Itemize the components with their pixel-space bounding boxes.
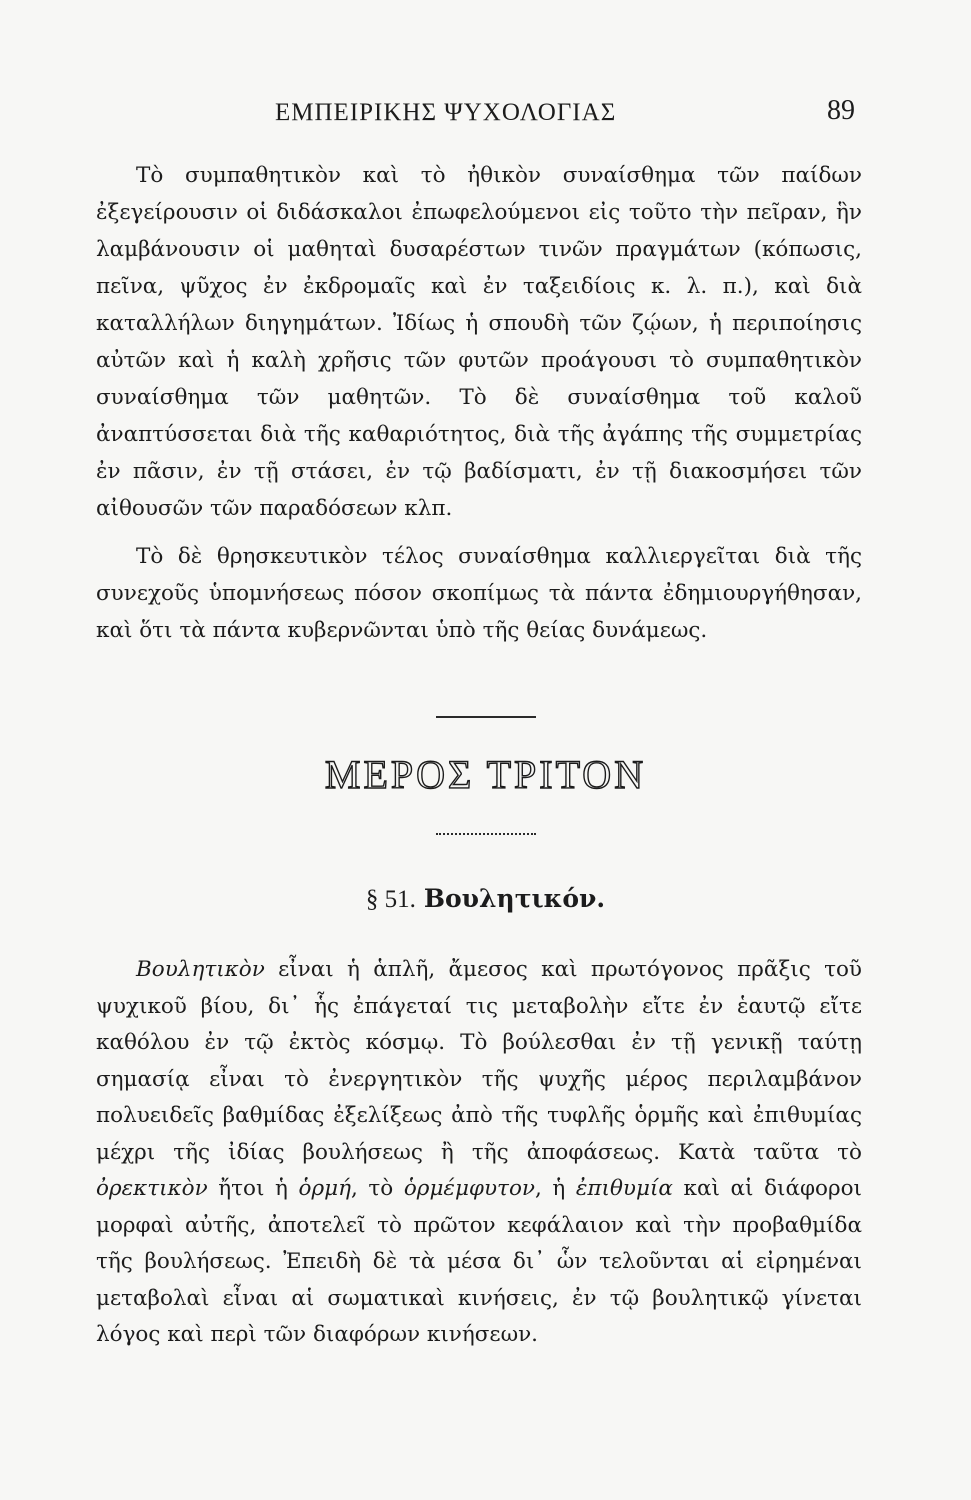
divider-rule xyxy=(436,716,536,718)
term-impulse: ὁρμή xyxy=(298,1176,351,1201)
text-segment: εἶναι ἡ ἁπλῆ, ἄμεσος καὶ πρωτόγονος πρᾶξις τοῦ ψυχικοῦ βίου, δι᾽ ἧς ἐπάγεταί τις μεταβολὴν εἴτε ἐν ἑαυτῷ εἴτε καθόλου ἐν τῷ ἐκτὸς κόσμῳ. Τὸ βούλεσθαι ἐν τῇ γενικῇ ταύτῃ σημασίᾳ εἶναι τὸ ἐνεργητικὸν τῆς ψυχῆς μέρος περιλαμβάνον πολυειδεῖς βαθμίδας ἐξελίξεως ἀπὸ τῆς τυφλῆς ὁρμῆς καὶ ἐπιθυμίας μέχρι τῆς ἰδίας βουλήσεως ἢ τῆς ἀποφάσεως. Κατὰ ταῦτα τὸ xyxy=(96,957,862,1165)
paragraph-sympathetic-feeling: Τὸ συμπαθητικὸν καὶ τὸ ἠθικὸν συναίσθημα τῶν παίδων ἐξεγείρουσιν οἱ διδάσκαλοι ἐπωφελούμενοι εἰς τοῦτο τὴν πεῖραν, ἣν λαμβάνουσιν οἱ μαθηταὶ δυσαρέστων τινῶν πραγμάτων (κόπωσις, πεῖνα, ψῦχος ἐν ἐκδρομαῖς καὶ ἐν ταξειδίοις κ. λ. π.), καὶ διὰ καταλλήλων διηγημάτων. Ἰδίως ἡ σπουδὴ τῶν ζῴων, ἡ περιποίησις αὐτῶν καὶ ἡ καλὴ χρῆσις τῶν φυτῶν προάγουσι τὸ συμπαθητικὸν συναίσθημα τῶν μαθητῶν. Τὸ δὲ συναίσθημα τοῦ καλοῦ ἀναπτύσσεται διὰ τῆς καθαριότητος, διὰ τῆς ἀγάπης τῆς συμμετρίας ἐν πᾶσιν, ἐν τῇ στάσει, ἐν τῷ βαδίσματι, ἐν τῇ διακοσμήσει τῶν αἰθουσῶν τῶν παραδόσεων κλπ. xyxy=(96,163,862,521)
paragraph-religious-feeling: Τὸ δὲ θρησκευτικὸν τέλος συναίσθημα καλλιεργεῖται διὰ τῆς συνεχοῦς ὑπομνήσεως πόσον σκοπίμως τὰ πάντα ἐδημιουργήθησαν, καὶ ὅτι τὰ πάντα κυβερνῶνται ὑπὸ τῆς θείας δυνάμεως. xyxy=(96,544,862,643)
section-number: § 51. xyxy=(365,886,416,913)
part-title: ΜΕΡΟΣ ΤΡΙΤΟΝ xyxy=(324,752,647,797)
term-appetitive: ὀρεκτικὸν xyxy=(96,1176,208,1201)
page-number: 89 xyxy=(827,95,855,126)
section-title: Βουλητικόν. xyxy=(423,884,606,913)
term-instinct: ὁρμέμφυτον xyxy=(403,1176,535,1201)
term-volitional: Βουλητικὸν xyxy=(136,957,265,982)
term-desire: ἐπιθυμία xyxy=(575,1176,673,1201)
section-heading xyxy=(0,884,971,914)
paragraph-block-2 xyxy=(96,538,862,649)
dotted-divider xyxy=(436,833,536,835)
running-title: ΕΜΠΕΙΡΙΚΗΣ ΨΥΧΟΛΟΓΙΑΣ xyxy=(275,99,617,126)
text-segment: , ἡ xyxy=(534,1176,576,1201)
text-segment: , τὸ xyxy=(350,1176,404,1201)
paragraph-volitional xyxy=(96,952,862,1354)
text-segment: ἤτοι ἡ xyxy=(207,1176,299,1201)
paragraph-block-3 xyxy=(96,952,862,1354)
paragraph-block-1 xyxy=(96,157,862,527)
text-segment: καὶ αἱ διάφοροι μορφαὶ αὐτῆς, ἀποτελεῖ τὸ πρῶτον κεφάλαιον καὶ τὴν προβαθμίδα τῆς βουλήσεως. Ἐπειδὴ δὲ τὰ μέσα δι᾽ ὧν τελοῦνται αἱ εἰρημέναι μεταβολαὶ εἶναι αἱ σωματικαὶ κινήσεις, ἐν τῷ βουλητικῷ γίνεται λόγος καὶ περὶ τῶν διαφόρων κινήσεων. xyxy=(96,1176,862,1347)
running-header xyxy=(120,95,855,135)
